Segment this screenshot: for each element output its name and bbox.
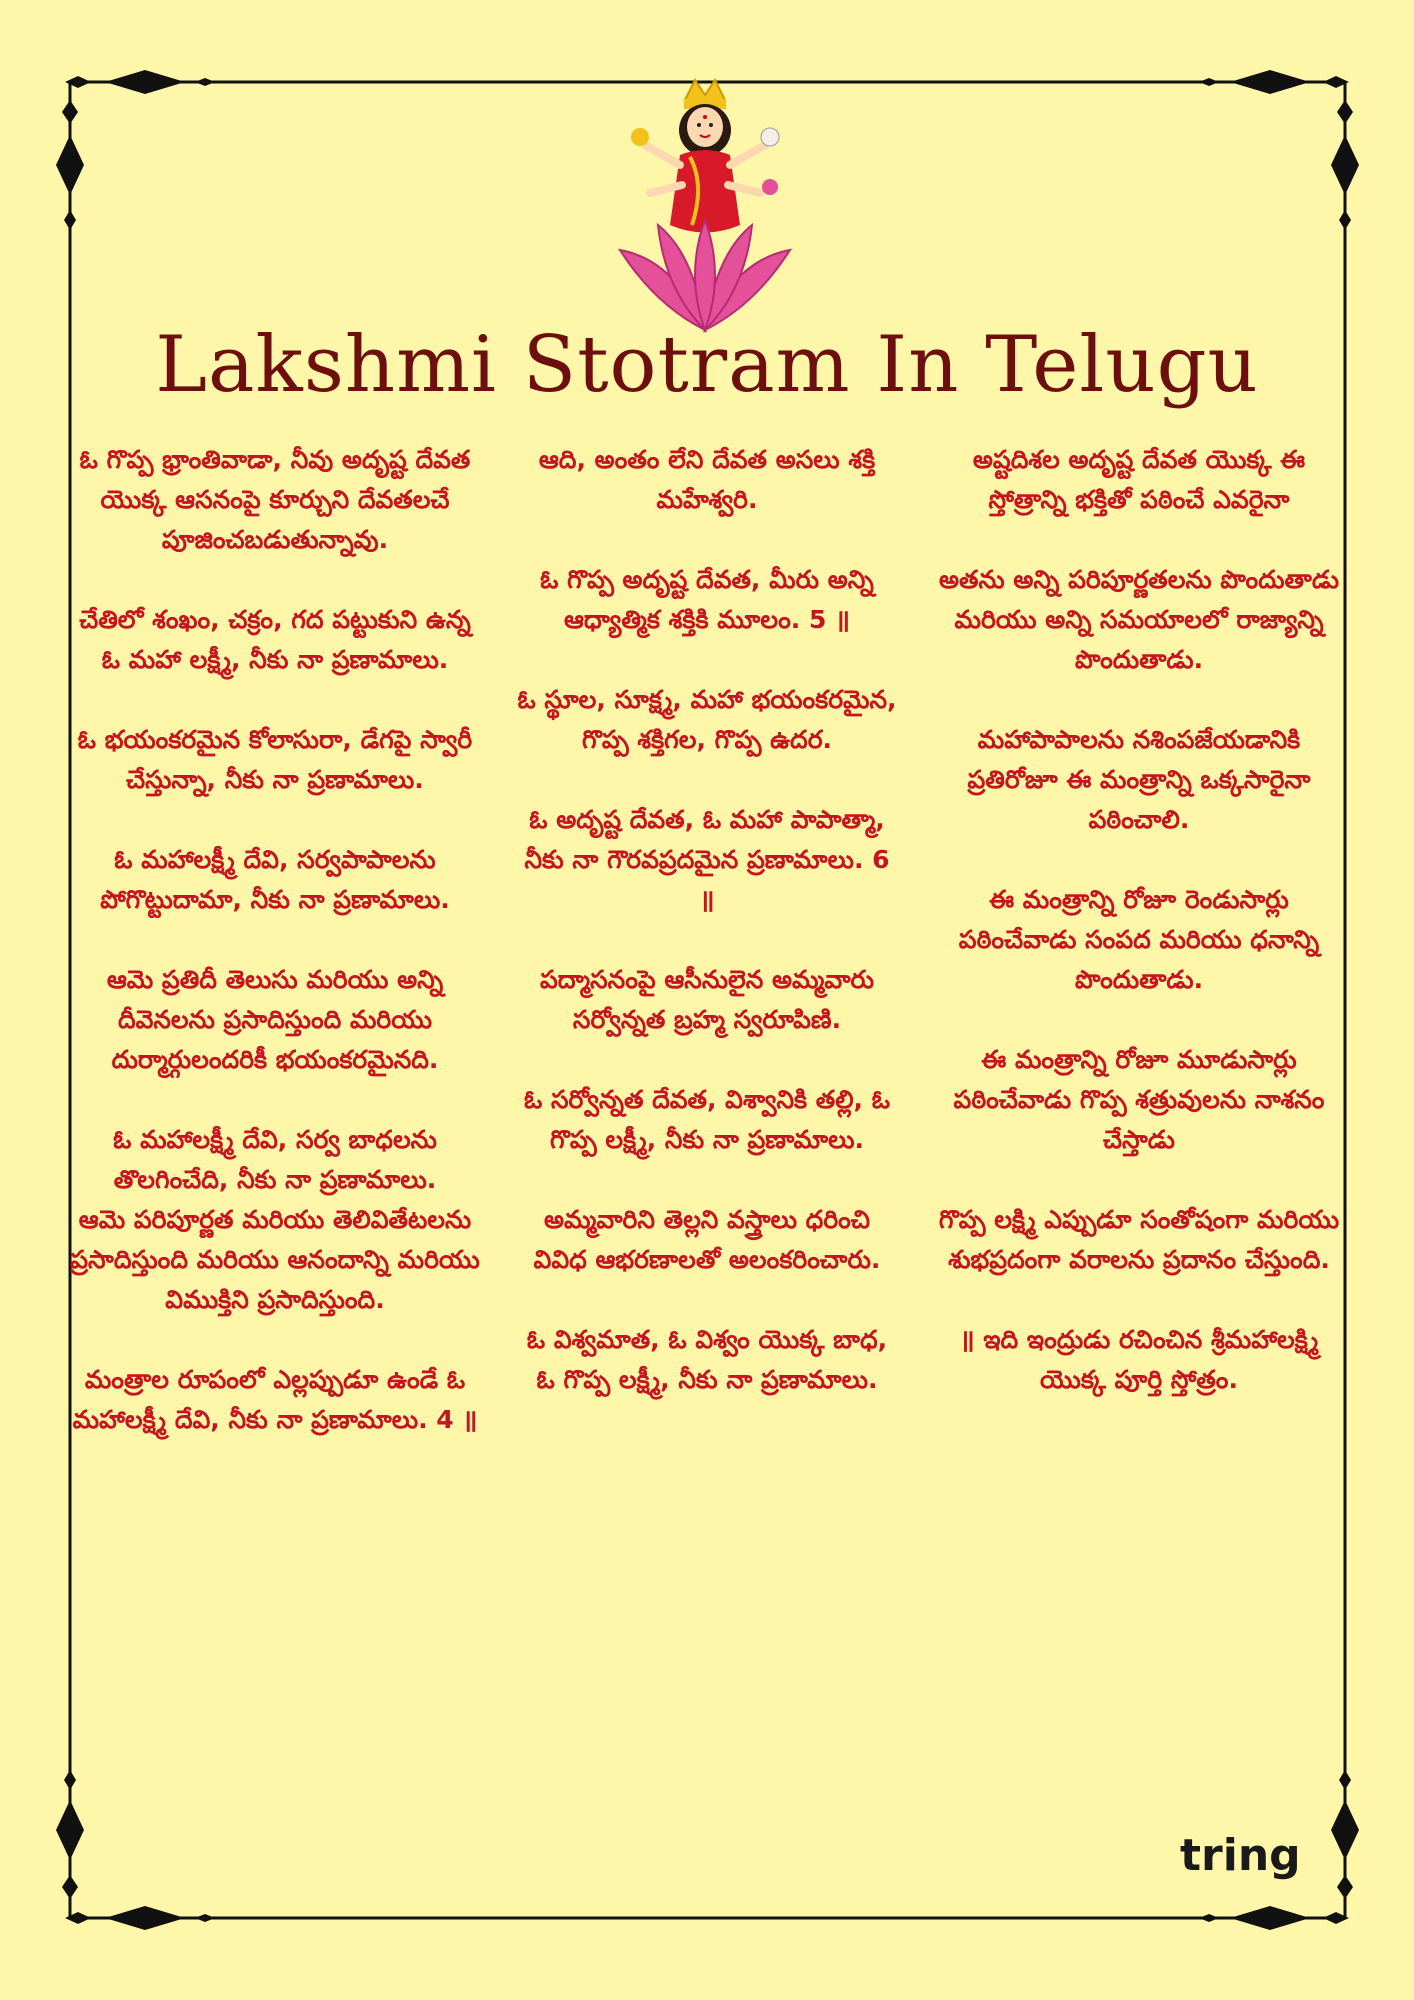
verse-paragraph: గొప్ప లక్ష్మి ఎప్పుడూ సంతోషంగా మరియు శుభప్రదంగా వరాలను ప్రదానం చేస్తుంది. (938, 1205, 1340, 1274)
verse-paragraph: ఓ భయంకరమైన కోలాసురా, డేగపై స్వారీ చేస్తున్నా, నీకు నా ప్రణామాలు. (77, 725, 473, 794)
verse-paragraph: అమ్మవారిని తెల్లని వస్త్రాలు ధరించి వివిధ ఆభరణాలతో అలంకరించారు. (533, 1205, 881, 1274)
verse-paragraph: అతను అన్ని పరిపూర్ణతలను పొందుతాడు మరియు అన్ని సమయాలలో రాజ్యాన్ని పొందుతాడు. (939, 565, 1339, 674)
verse-paragraph: ఓ స్థూల, సూక్ష్మ, మహా భయంకరమైన, గొప్ప శక్తిగల, గొప్ప ఉదర. (517, 685, 897, 754)
verse-paragraph: ఆది, అంతం లేని దేవత అసలు శక్తి మహేశ్వరి. (538, 445, 876, 514)
verse-paragraph: ఈ మంత్రాన్ని రోజూ మూడుసార్లు పఠించేవాడు గొప్ప శత్రువులను నాశనం చేస్తాడు (953, 1045, 1325, 1154)
verse-paragraph: చేతిలో శంఖం, చక్రం, గద పట్టుకుని ఉన్న ఓ మహా లక్ష్మీ, నీకు నా ప్రణామాలు. (79, 605, 471, 674)
verse-paragraph: ఆమె పరిపూర్ణత మరియు తెలివితేటలను ప్రసాదిస్తుంది మరియు ఆనందాన్ని మరియు విముక్తిని ప్రసాదిస్తుంది. (70, 1205, 480, 1314)
verse-column-2 (517, 440, 897, 1740)
verse-paragraph: మహాపాపాలను నశింపజేయడానికి ప్రతిరోజూ ఈ మంత్రాన్ని ఒక్కసారైనా పఠించాలి. (967, 725, 1311, 834)
verse-paragraph: ఓ గొప్ప అదృష్ట దేవత, మీరు అన్ని ఆధ్యాత్మిక శక్తికి మూలం. 5 ॥ (540, 565, 874, 634)
page-title: Lakshmi Stotram In Telugu (155, 320, 1259, 410)
verse-paragraph: ఈ మంత్రాన్ని రోజూ రెండుసార్లు పఠించేవాడు సంపద మరియు ధనాన్ని పొందుతాడు. (958, 885, 1320, 994)
verse-paragraph: ఓ గొప్ప భ్రాంతివాడా, నీవు అదృష్ట దేవత యొక్క ఆసనంపై కూర్చుని దేవతలచే పూజించబడుతున్నావు. (79, 445, 471, 554)
verse-paragraph: మంత్రాల రూపంలో ఎల్లప్పుడూ ఉండే ఓ మహాలక్ష్మీ దేవి, నీకు నా ప్రణామాలు. 4 ॥ (72, 1365, 478, 1434)
verse-paragraph: ఓ విశ్వమాత, ఓ విశ్వం యొక్క బాధ, ఓ గొప్ప లక్ష్మీ, నీకు నా ప్రణామాలు. (526, 1325, 888, 1394)
brand-logo: tring (1180, 1830, 1301, 1881)
verse-column-3 (934, 440, 1344, 1740)
verse-paragraph: ॥ ఇది ఇంద్రుడు రచించిన శ్రీమహాలక్ష్మి యొక్క పూర్తి స్తోత్రం. (959, 1325, 1319, 1394)
verse-paragraph: ఓ మహాలక్ష్మీ దేవి, సర్వ బాధలను తొలగించేది, నీకు నా ప్రణామాలు. (113, 1125, 437, 1194)
verse-paragraph: ఓ అదృష్ట దేవత, ఓ మహా పాపాత్మా, నీకు నా గౌరవప్రదమైన ప్రణామాలు. 6 ॥ (524, 805, 890, 914)
verse-paragraph: ఆమె ప్రతిదీ తెలుసు మరియు అన్ని దీవెనలను ప్రసాదిస్తుంది మరియు దుర్మార్గులందరికీ భయంకరమైనది. (106, 965, 444, 1074)
lakshmi-lotus-icon (580, 75, 830, 335)
verse-paragraph: పద్మాసనంపై ఆసీనులైన అమ్మవారు సర్వోన్నత బ్రహ్మ స్వరూపిణి. (539, 965, 875, 1034)
stotram-columns (70, 440, 1344, 1740)
verse-paragraph: ఓ మహాలక్ష్మీ దేవి, సర్వపాపాలను పోగొట్టుదామా, నీకు నా ప్రణామాలు. (100, 845, 450, 914)
verse-paragraph: అష్టదిశల అదృష్ట దేవత యొక్క ఈ స్తోత్రాన్ని భక్తితో పఠించే ఎవరైనా (972, 445, 1306, 514)
verse-column-1 (70, 440, 480, 1740)
verse-paragraph: ఓ సర్వోన్నత దేవత, విశ్వానికి తల్లి, ఓ గొప్ప లక్ష్మీ, నీకు నా ప్రణామాలు. (523, 1085, 890, 1154)
